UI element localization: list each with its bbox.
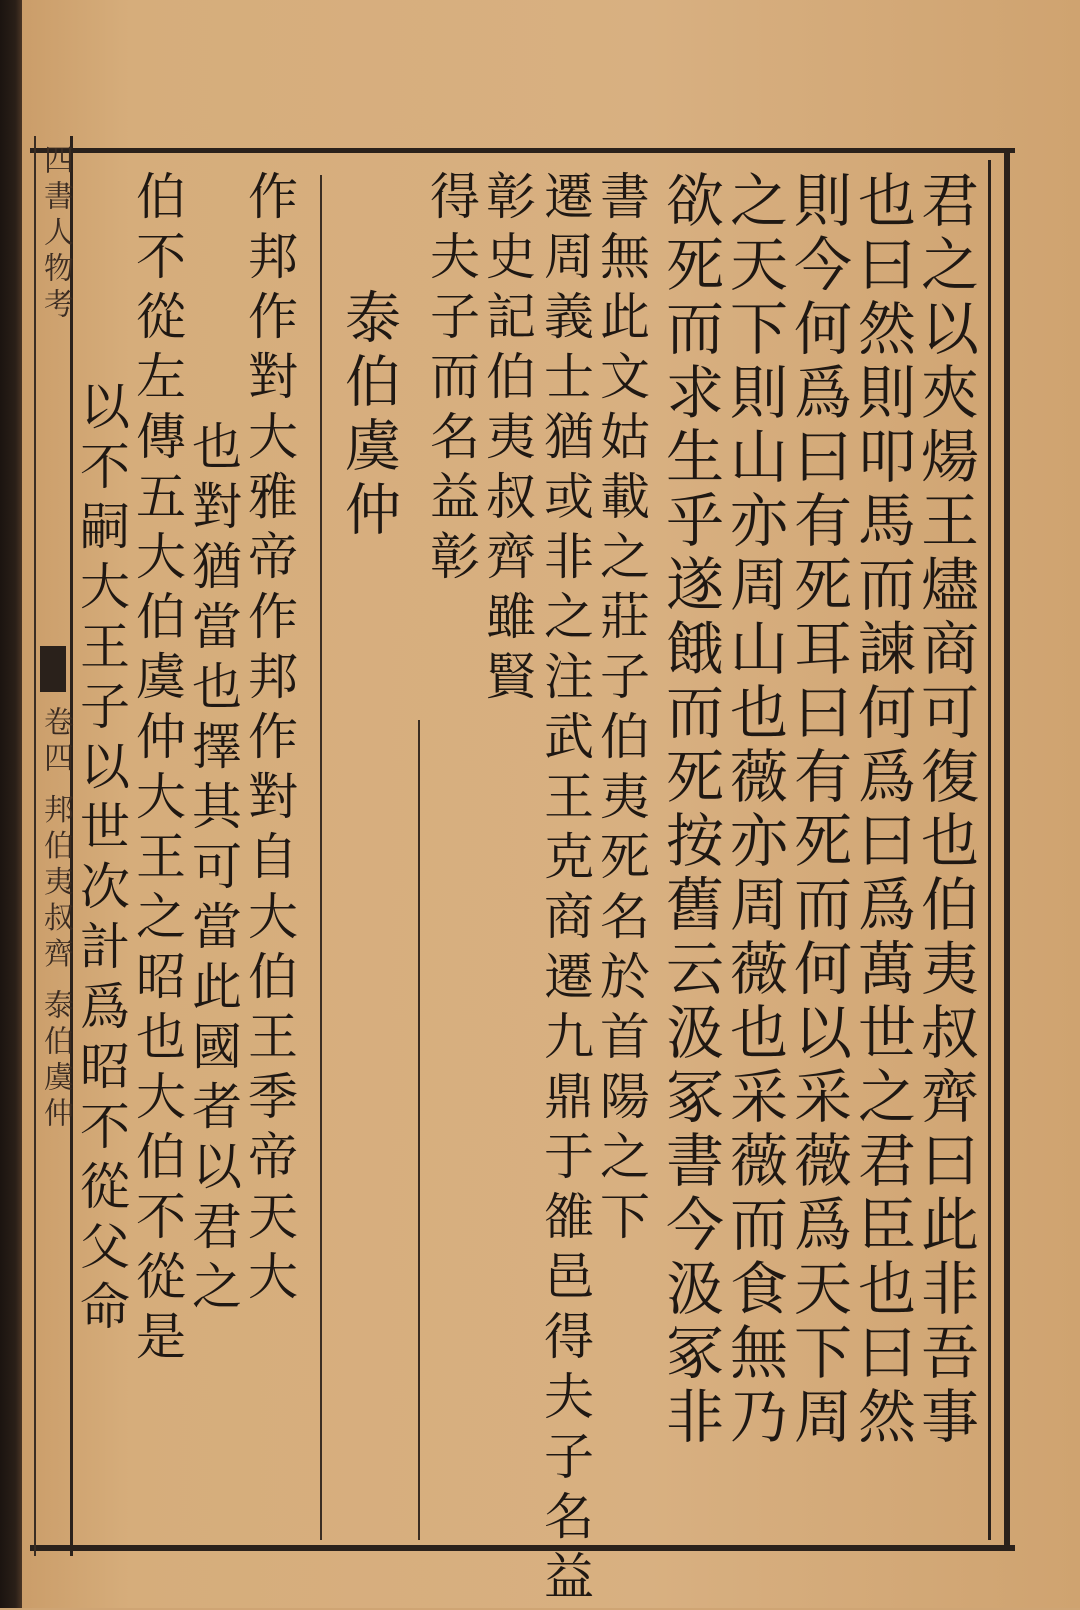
text-column-3: 則今何爲曰有死耳曰有死而何以采薇爲天下周: [784, 170, 852, 1450]
book-spine: [0, 0, 22, 1608]
text-column-8: 彰史記伯夷叔齊雖賢: [478, 170, 536, 710]
frame-inner-rule: [988, 160, 991, 1540]
text-column-11: 也對猶當也擇其可當此國者以君之: [184, 420, 242, 1320]
harthead-upper: 四書人物考: [38, 144, 73, 324]
text-column-6: 書無此文姑載之莊子伯夷死名於首陽之下: [592, 170, 650, 1250]
text-column-5: 欲死而求生乎遂餓而死按舊云汲冢書今汲冢非: [656, 170, 724, 1450]
text-column-13: 以不嗣大王子以世次計爲昭不從父命: [72, 380, 130, 1340]
text-column-2: 也曰然則叩馬而諫何爲曰爲萬世之君臣也曰然: [848, 170, 916, 1450]
column-divider-1: [418, 720, 420, 1540]
section-title: 泰伯虞仲: [336, 288, 401, 544]
harthead-column: [34, 136, 73, 1556]
text-column-4: 之天下則山亦周山也薇亦周薇也采薇而食無乃: [720, 170, 788, 1450]
text-column-7: 遷周義士猶或非之注武王克商遷九鼎于雒邑得夫子名益: [536, 170, 594, 1610]
text-column-9: 得夫子而名益彰: [422, 170, 480, 590]
frame-right-rule: [1004, 148, 1010, 1546]
harthead-lower: 卷四 邦伯夷叔齊 泰伯虞仲: [38, 706, 73, 1134]
text-column-12: 伯不從左傳五大伯虞仲大王之昭也大伯不從是: [128, 170, 186, 1370]
column-divider-2: [320, 175, 322, 1540]
text-column-1: 君之以夾煬王燼商可復也伯夷叔齊曰此非吾事: [911, 170, 979, 1450]
fishtail-mark: [40, 646, 66, 692]
text-column-10: 作邦作對大雅帝作邦作對自大伯王季帝天大: [240, 170, 298, 1310]
